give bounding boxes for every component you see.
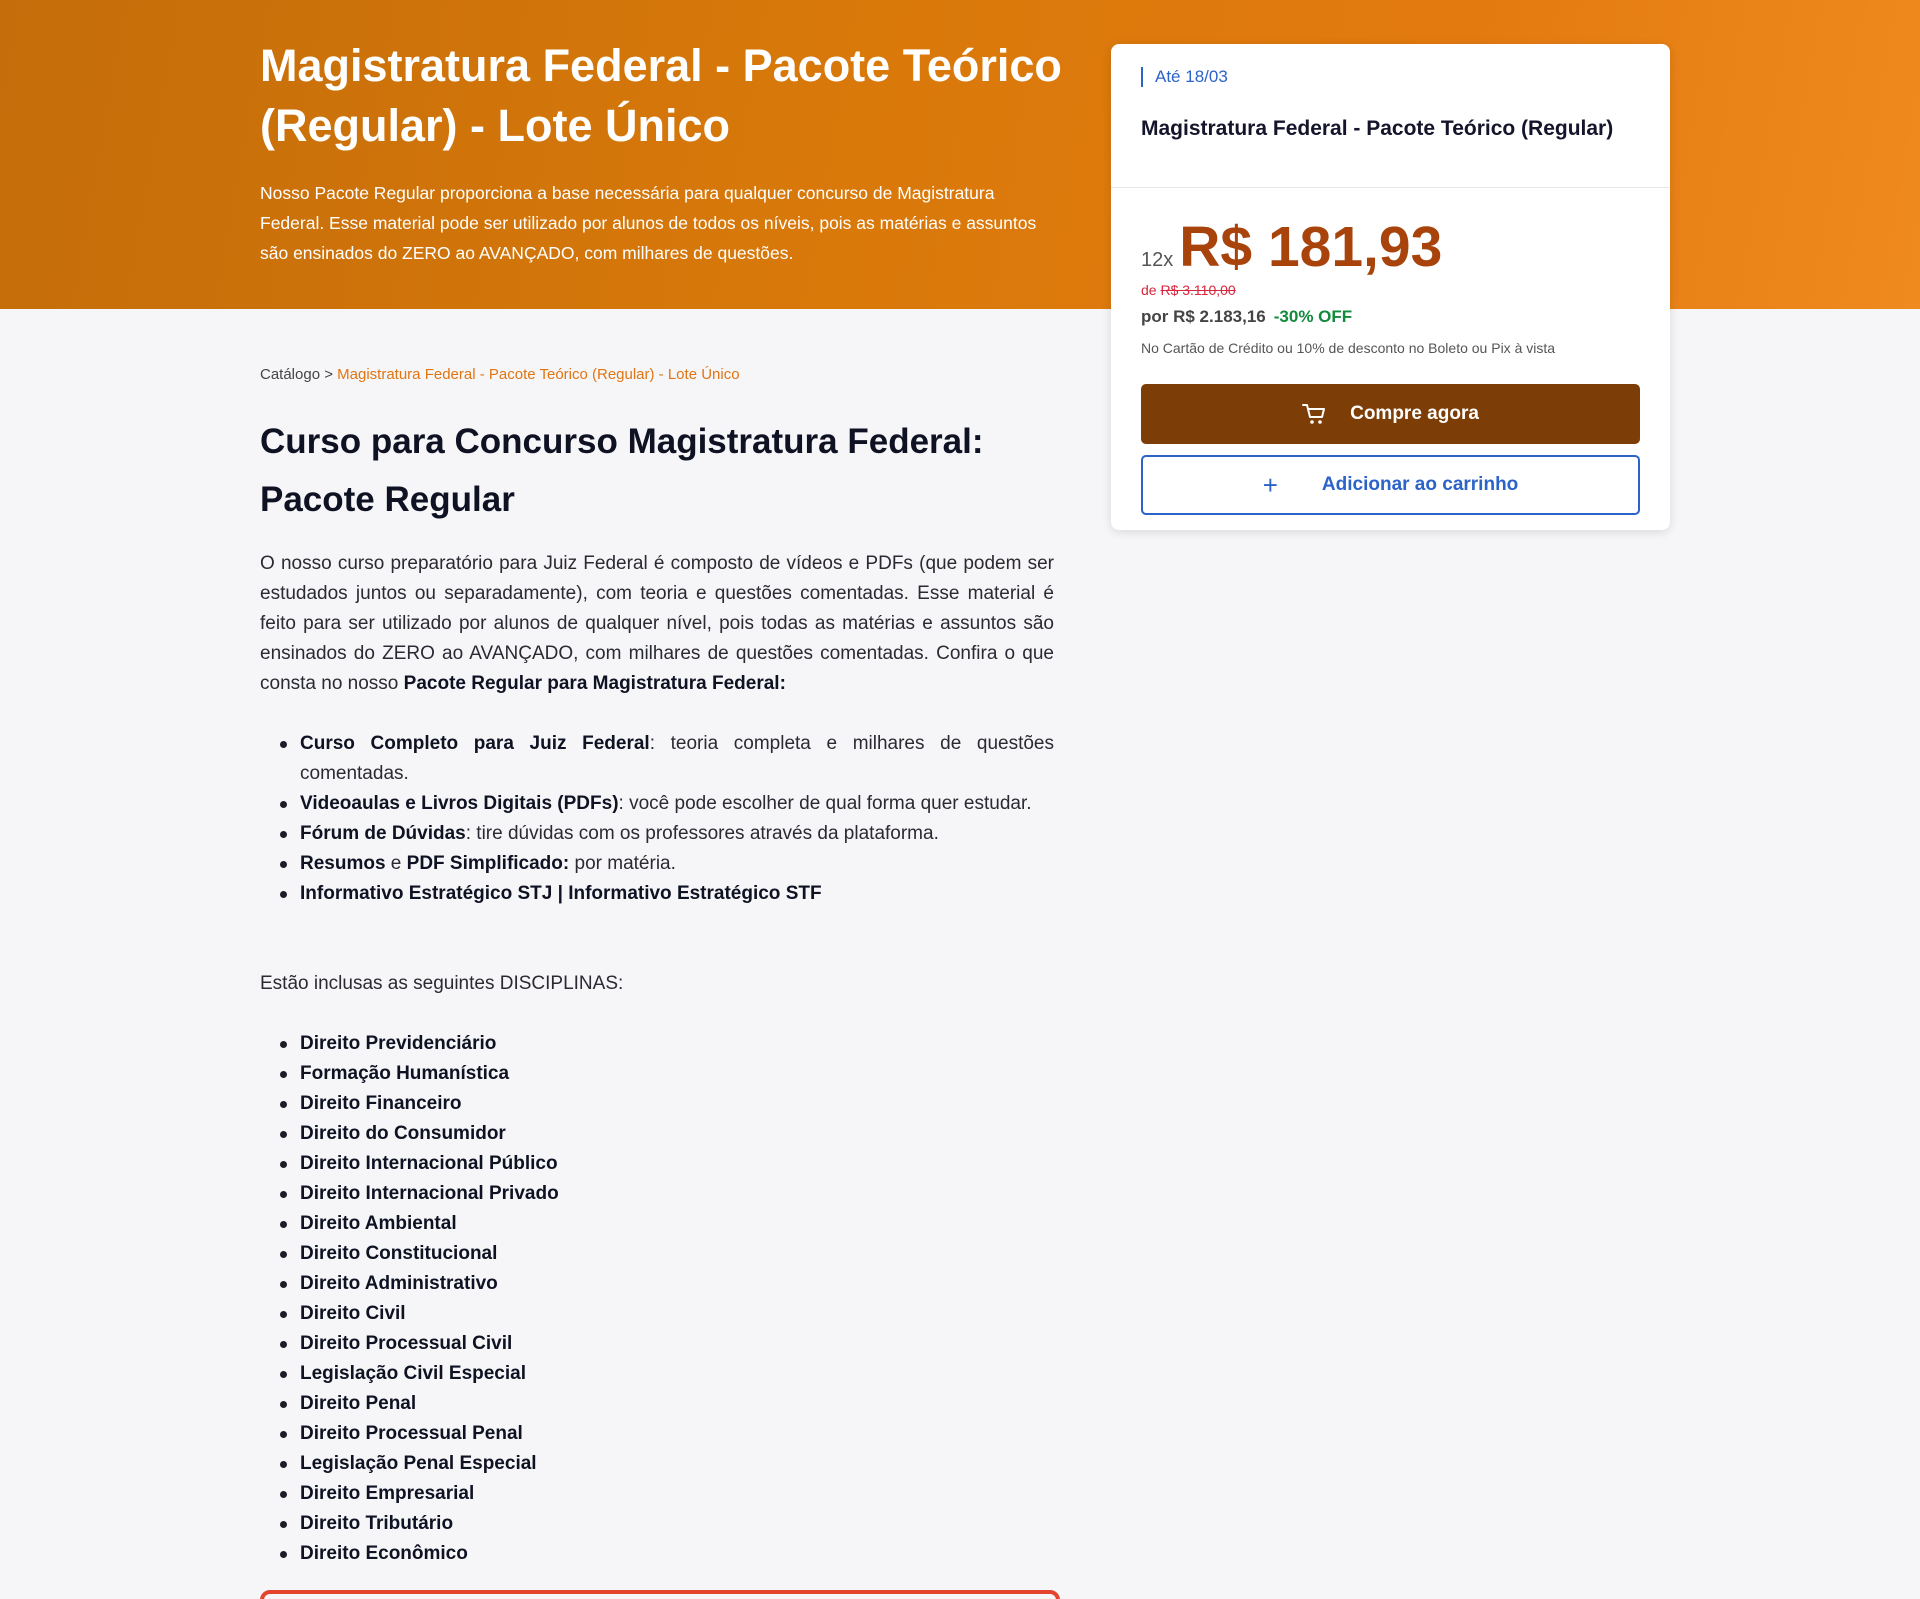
breadcrumb-root[interactable]: Catálogo [260, 366, 321, 383]
discipline-item: Direito Internacional Público [260, 1149, 1054, 1179]
feature-bold: PDF Simplificado: [406, 853, 570, 874]
disciplines-list [260, 1029, 1054, 1569]
feature-bold: Resumos [300, 853, 386, 874]
purchase-card [1111, 44, 1670, 530]
discipline-item: Direito Ambiental [260, 1209, 1054, 1239]
list-item [260, 789, 1054, 819]
breadcrumb-current[interactable]: Magistratura Federal - Pacote Teórico (Regular) - Lote Único [337, 366, 740, 383]
features-list [260, 729, 1054, 909]
feature-text: : tire dúvidas com os professores através da plataforma. [465, 823, 939, 844]
discipline-item: Direito Processual Penal [260, 1419, 1054, 1449]
feature-text: e [385, 853, 407, 874]
hero-description: Nosso Pacote Regular proporciona a base necessária para qualquer concurso de Magistratura Federal. Esse material pode ser utilizado por alunos de todos os níveis, pois as matérias e assuntos são ensinados do ZERO ao AVANÇADO, com milhares de questões. [260, 183, 1037, 263]
installments: 12x [1141, 249, 1174, 271]
feature-text: por matéria. [569, 853, 676, 874]
list-item [260, 849, 1054, 879]
current-price-value: por R$ 2.183,16 [1141, 307, 1266, 326]
current-price [1141, 307, 1352, 327]
payment-note: No Cartão de Crédito ou 10% de desconto no Boleto ou Pix à vista [1141, 340, 1556, 356]
discipline-item: Direito Civil [260, 1299, 1054, 1329]
installment-price: R$ 181,93 [1179, 215, 1443, 279]
add-to-cart-button[interactable] [1141, 455, 1640, 515]
discipline-item: Direito Internacional Privado [260, 1179, 1054, 1209]
list-item [260, 729, 1054, 789]
course-title: Curso para Concurso Magistratura Federal: Pacote Regular [260, 422, 984, 519]
feature-bold: Curso Completo para Juiz Federal [300, 733, 650, 754]
plus-icon: + [1262, 469, 1278, 500]
add-to-cart-label: Adicionar ao carrinho [1321, 474, 1519, 495]
old-price-prefix: de [1141, 282, 1157, 298]
feature-bold: Videoaulas e Livros Digitais (PDFs) [300, 793, 619, 814]
card-header [1111, 44, 1670, 188]
discipline-item: Direito Financeiro [260, 1089, 1054, 1119]
deadline-badge: Até 18/03 [1141, 67, 1228, 87]
course-intro-bold: Pacote Regular para Magistratura Federal: [403, 673, 786, 694]
discipline-item: Direito do Consumidor [260, 1119, 1054, 1149]
discipline-item: Direito Empresarial [260, 1479, 1054, 1509]
feature-text: : você pode escolher de qual forma quer estudar. [618, 793, 1032, 814]
breadcrumb [260, 366, 740, 383]
discipline-item: Direito Administrativo [260, 1269, 1054, 1299]
discipline-item: Direito Penal [260, 1389, 1054, 1419]
discipline-item: Direito Previdenciário [260, 1029, 1054, 1059]
hero-title: Magistratura Federal - Pacote Teórico (Regular) - Lote Único [260, 40, 1062, 151]
discipline-item: Formação Humanística [260, 1059, 1054, 1089]
discipline-item: Direito Econômico [260, 1539, 1054, 1569]
discipline-item: Legislação Penal Especial [260, 1449, 1054, 1479]
buy-now-label: Compre agora [1350, 403, 1479, 424]
discipline-item: Direito Processual Civil [260, 1329, 1054, 1359]
list-item [260, 819, 1054, 849]
discount-badge: -30% OFF [1273, 307, 1353, 326]
highlight-box [260, 1590, 1060, 1599]
old-price-value: R$ 3.110,00 [1160, 282, 1236, 298]
card-title: Magistratura Federal - Pacote Teórico (Regular) [1141, 117, 1614, 140]
feature-text: : teoria completa e milhares de questões comentadas. [300, 733, 1054, 784]
buy-now-button[interactable] [1141, 384, 1640, 444]
feature-bold: Fórum de Dúvidas [300, 823, 466, 844]
course-intro-text: O nosso curso preparatório para Juiz Federal é composto de vídeos e PDFs (que podem ser estudados juntos ou separadamente), com teoria e questões comentadas. Esse material é feito para ser utilizado por alunos de qualquer nível, pois todas as matérias e assuntos são ensinados do ZERO ao AVANÇADO, com milhares de questões comentadas. Confira o que consta no nosso [260, 553, 1054, 694]
price-row [1141, 214, 1442, 280]
breadcrumb-separator: > [324, 366, 333, 383]
cart-icon [1302, 403, 1326, 425]
course-intro [260, 549, 1054, 699]
discipline-item: Legislação Civil Especial [260, 1359, 1054, 1389]
discipline-item: Direito Tributário [260, 1509, 1054, 1539]
old-price [1141, 282, 1236, 298]
feature-bold: Informativo Estratégico STJ | Informativo Estratégico STF [300, 883, 822, 904]
disciplines-intro: Estão inclusas as seguintes DISCIPLINAS: [260, 973, 624, 994]
discipline-item: Direito Constitucional [260, 1239, 1054, 1269]
list-item [260, 879, 1054, 909]
